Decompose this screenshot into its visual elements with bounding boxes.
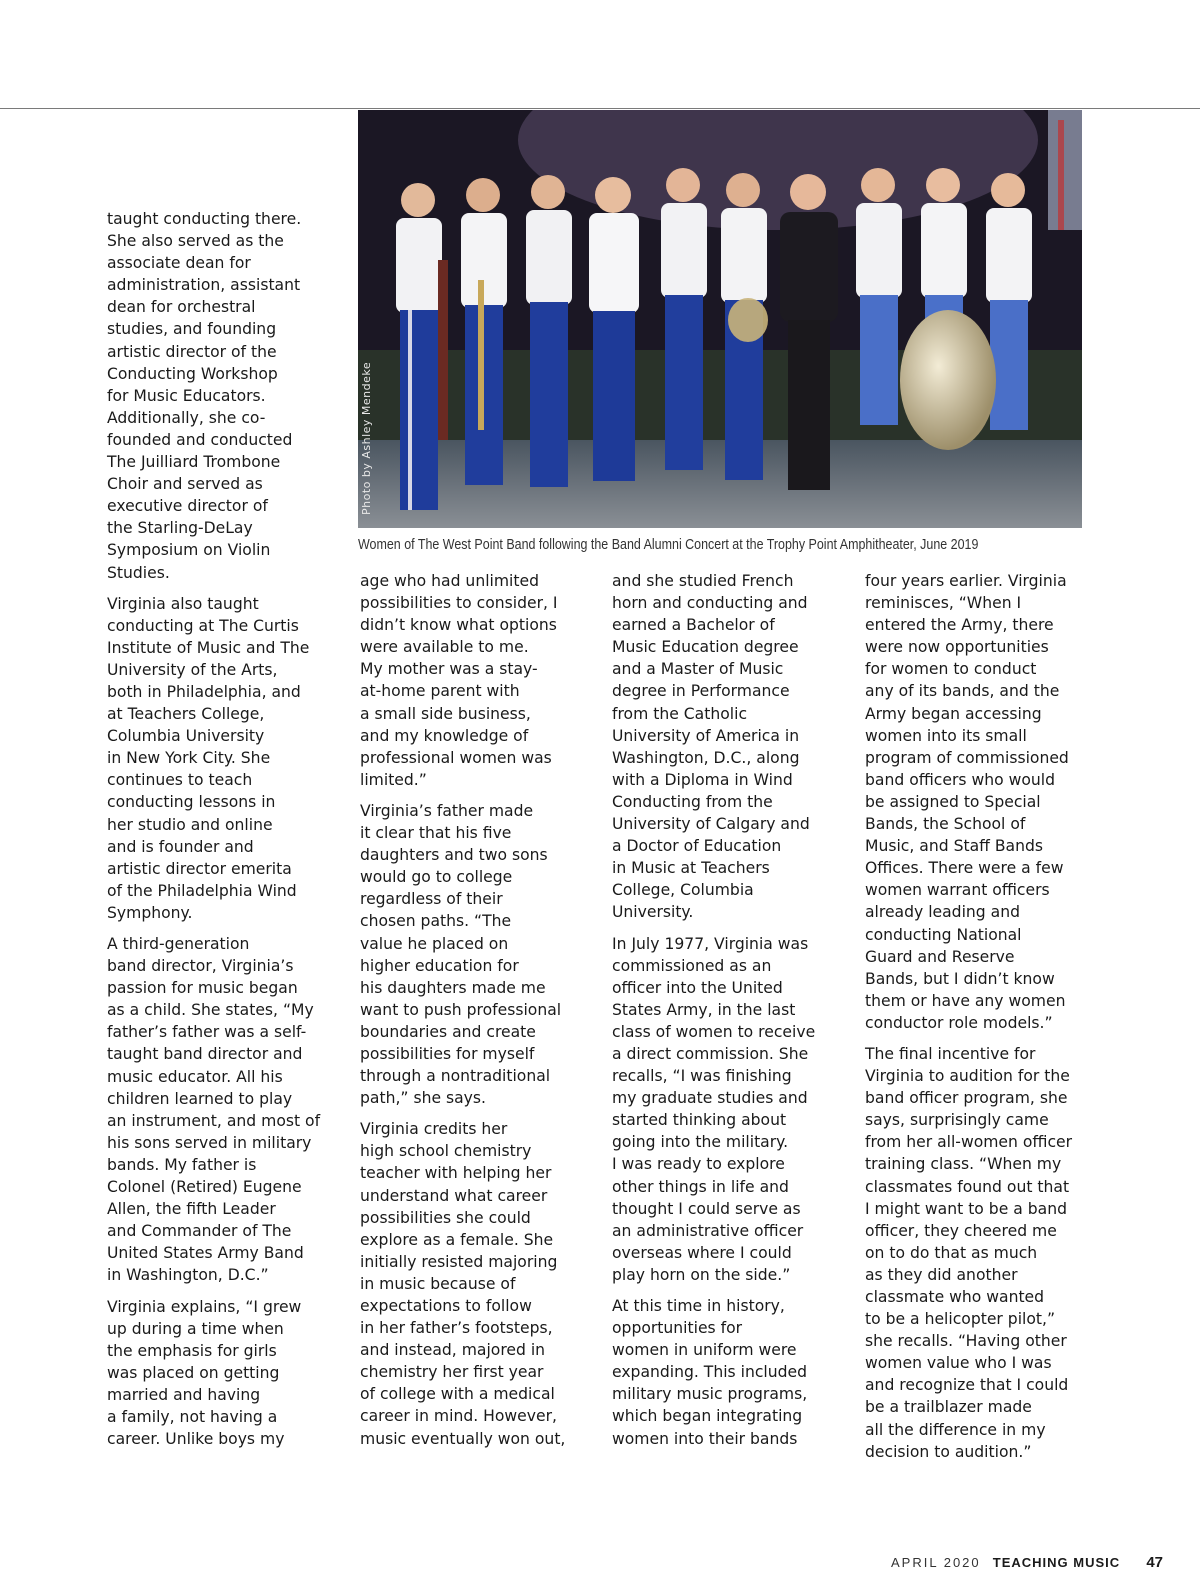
issue-date: APRIL 2020 [891, 1555, 981, 1570]
header-rule [0, 108, 1200, 109]
text-line: classmates found out that [865, 1177, 1070, 1196]
text-line: both in Philadelphia, and [107, 682, 301, 701]
text-line: daughters and two sons [360, 846, 548, 865]
text-line: her studio and online [107, 815, 273, 834]
text-line: Army began accessing [865, 704, 1042, 723]
text-line: play horn on the side.” [612, 1265, 791, 1284]
text-line: career. Unlike boys my [107, 1430, 285, 1449]
article-paragraph [360, 570, 588, 791]
text-line: conducting at The Curtis [107, 616, 299, 635]
text-line: thought I could serve as [612, 1199, 801, 1218]
article-paragraph [107, 208, 335, 584]
text-line: would go to college [360, 868, 513, 887]
text-line: says, surprisingly came [865, 1111, 1049, 1130]
text-line: regardless of their [360, 890, 503, 909]
text-line: military music programs, [612, 1385, 808, 1404]
text-line: Additionally, she co- [107, 408, 266, 427]
text-line: women value who I was [865, 1354, 1052, 1373]
text-line: and Commander of The [107, 1222, 292, 1241]
text-line: and she studied French [612, 572, 794, 590]
text-line: career in mind. However, [360, 1407, 557, 1426]
text-line: chosen paths. “The [360, 912, 512, 931]
text-line: boundaries and create [360, 1022, 536, 1041]
text-line: understand what career [360, 1186, 548, 1205]
text-line: My mother was a stay- [360, 660, 538, 679]
text-line: with a Diploma in Wind [612, 770, 793, 789]
text-line: Conducting Workshop [107, 364, 278, 383]
text-line: women into their bands [612, 1429, 798, 1448]
article-paragraph [612, 933, 840, 1287]
text-line: Virginia to audition for the [865, 1067, 1070, 1086]
text-line: already leading and [865, 903, 1020, 922]
text-line: and instead, majored in [360, 1341, 546, 1360]
text-line: at Teachers College, [107, 705, 265, 724]
text-line: Music Education degree [612, 638, 799, 657]
text-line: continues to teach [107, 771, 253, 790]
text-line: were now opportunities [865, 638, 1049, 657]
text-line: I might want to be a band [865, 1199, 1068, 1218]
text-line: States Army, in the last [612, 1000, 796, 1019]
text-line: was placed on getting [107, 1363, 280, 1382]
article-paragraph [107, 593, 335, 924]
text-line: degree in Performance [612, 682, 790, 701]
text-line: as they did another [865, 1265, 1018, 1284]
text-line: of the Philadelphia Wind [107, 881, 297, 900]
text-line: his sons served in military [107, 1133, 312, 1152]
text-line: up during a time when [107, 1319, 284, 1338]
text-line: value he placed on [360, 934, 509, 953]
article-column-3 [612, 570, 840, 1459]
article-paragraph [360, 1118, 588, 1449]
text-line: Conducting from the [612, 792, 773, 811]
text-line: She also served as the [107, 232, 284, 251]
text-line: University of the Arts, [107, 660, 278, 679]
text-line: Allen, the fifth Leader [107, 1200, 276, 1219]
text-line: Choir and served as [107, 475, 263, 494]
text-line: Virginia’s father made [360, 801, 534, 820]
text-line: artistic director of the [107, 342, 277, 361]
text-line: class of women to receive [612, 1022, 816, 1041]
text-line: earned a Bachelor of [612, 616, 775, 635]
text-line: reminisces, “When I [865, 594, 1022, 613]
text-line: Virginia credits her [360, 1120, 508, 1139]
text-line: University. [612, 903, 694, 922]
text-line: Columbia University [107, 727, 265, 746]
text-line: initially resisted majoring [360, 1252, 558, 1271]
text-line: in Washington, D.C.” [107, 1266, 269, 1285]
band-photo-illustration [358, 110, 1082, 528]
text-line: classmate who wanted [865, 1288, 1045, 1306]
article-paragraph [107, 933, 335, 1287]
text-line: horn and conducting and [612, 594, 808, 613]
text-line: any of its bands, and the [865, 682, 1060, 701]
text-line: dean for orchestral [107, 298, 256, 317]
article-column-2 [360, 570, 588, 1459]
trombone-illustration [478, 280, 484, 430]
tuba-illustration [900, 310, 996, 450]
text-line: possibilities she could [360, 1208, 531, 1227]
text-line: recalls, “I was finishing [612, 1067, 792, 1086]
text-line: married and having [107, 1385, 261, 1404]
text-line: my graduate studies and [612, 1089, 808, 1108]
text-line: from her all-women officer [865, 1133, 1073, 1152]
text-line: Symposium on Violin [107, 541, 271, 560]
text-line: father’s father was a self- [107, 1023, 307, 1042]
text-line: on to do that as much [865, 1243, 1038, 1262]
text-line: women warrant officers [865, 881, 1050, 900]
text-line: started thinking about [612, 1111, 787, 1130]
text-line: Bands, but I didn’t know [865, 969, 1055, 988]
text-line: were available to me. [360, 638, 529, 657]
text-line: associate dean for [107, 254, 251, 273]
text-line: At this time in history, [612, 1297, 785, 1315]
photo-caption: Women of The West Point Band following the Band Alumni Concert at the Trophy Point Amphitheater, June 2019 [358, 537, 979, 553]
article-paragraph [612, 570, 840, 924]
text-line: College, Columbia [612, 881, 754, 900]
text-line: founded and conducted [107, 430, 293, 449]
text-line: an administrative officer [612, 1221, 804, 1240]
text-line: from the Catholic [612, 704, 748, 723]
text-line: taught band director and [107, 1045, 303, 1064]
text-line: a direct commission. She [612, 1044, 809, 1063]
text-line: children learned to play [107, 1089, 293, 1108]
text-line: taught conducting there. [107, 210, 302, 228]
text-line: going into the military. [612, 1133, 789, 1152]
text-line: Institute of Music and The [107, 638, 310, 657]
text-line: women into its small [865, 726, 1027, 745]
text-line: a small side business, [360, 704, 531, 723]
text-line: opportunities for [612, 1319, 743, 1338]
text-line: decision to audition.” [865, 1442, 1032, 1461]
text-line: be a trailblazer made [865, 1398, 1032, 1417]
text-line: band director, Virginia’s [107, 957, 294, 976]
text-line: University of America in [612, 726, 800, 745]
text-line: program of commissioned [865, 748, 1069, 767]
text-line: chemistry her first year [360, 1363, 544, 1382]
text-line: expanding. This included [612, 1363, 808, 1382]
text-line: didn’t know what options [360, 616, 557, 635]
text-line: The Juilliard Trombone [107, 453, 281, 472]
text-line: The final incentive for [865, 1044, 1036, 1063]
text-line: I was ready to explore [612, 1155, 785, 1174]
text-line: an instrument, and most of [107, 1111, 321, 1130]
text-line: through a nontraditional [360, 1067, 551, 1086]
text-line: high school chemistry [360, 1142, 532, 1161]
text-line: teacher with helping her [360, 1164, 552, 1183]
text-line: higher education for [360, 956, 519, 975]
text-line: and recognize that I could [865, 1376, 1069, 1395]
text-line: other things in life and [612, 1177, 789, 1196]
article-paragraph [865, 570, 1093, 1034]
text-line: four years earlier. Virginia [865, 572, 1067, 590]
article-paragraph [107, 1296, 335, 1451]
text-line: be assigned to Special [865, 792, 1041, 811]
text-line: which began integrating [612, 1407, 803, 1426]
text-line: In July 1977, Virginia was [612, 934, 809, 953]
text-line: passion for music began [107, 979, 298, 998]
text-line: executive director of [107, 497, 268, 516]
text-line: training class. “When my [865, 1155, 1062, 1174]
text-line: artistic director emerita [107, 859, 292, 878]
text-line: the emphasis for girls [107, 1341, 277, 1360]
text-line: in her father’s footsteps, [360, 1319, 553, 1338]
text-line: Offices. There were a few [865, 859, 1064, 878]
text-line: at-home parent with [360, 682, 520, 701]
text-line: for Music Educators. [107, 386, 266, 405]
band-photo [358, 110, 1082, 528]
text-line: Virginia explains, “I grew [107, 1297, 302, 1316]
text-line: explore as a female. She [360, 1230, 554, 1249]
text-line: possibilities to consider, I [360, 594, 558, 613]
text-line: Music, and Staff Bands [865, 837, 1044, 856]
text-line: conducting lessons in [107, 793, 276, 812]
article-column-4 [865, 570, 1093, 1472]
text-line: bands. My father is [107, 1155, 257, 1174]
text-line: it clear that his five [360, 824, 512, 843]
text-line: all the difference in my [865, 1420, 1046, 1439]
text-line: as a child. She states, “My [107, 1001, 314, 1020]
text-line: and is founder and [107, 837, 254, 856]
text-line: A third-generation [107, 935, 250, 953]
text-line: Studies. [107, 563, 170, 582]
magazine-title: TEACHING MUSIC [992, 1555, 1121, 1570]
article-column-1 [107, 208, 335, 1459]
text-line: Colonel (Retired) Eugene [107, 1178, 302, 1197]
text-line: she recalls. “Having other [865, 1332, 1067, 1351]
text-line: music eventually won out, [360, 1429, 566, 1448]
text-line: Guard and Reserve [865, 947, 1015, 966]
text-line: music educator. All his [107, 1067, 283, 1086]
text-line: Symphony. [107, 903, 193, 922]
text-line: the Starling-DeLay [107, 519, 253, 538]
text-line: professional women was [360, 748, 552, 767]
text-line: band officers who would [865, 770, 1056, 789]
text-line: a Doctor of Education [612, 837, 782, 856]
text-line: women in uniform were [612, 1341, 797, 1360]
text-line: University of Calgary and [612, 815, 810, 834]
text-line: age who had unlimited [360, 572, 539, 590]
text-line: United States Army Band [107, 1244, 304, 1263]
text-line: want to push professional [360, 1000, 562, 1019]
text-line: Virginia also taught [107, 594, 259, 613]
text-line: in New York City. She [107, 749, 271, 768]
text-line: studies, and founding [107, 320, 277, 339]
page-footer [891, 1554, 1163, 1571]
photo-credit: Photo by Ashley Mendeke [360, 361, 373, 515]
text-line: overseas where I could [612, 1243, 792, 1262]
text-line: in Music at Teachers [612, 859, 770, 878]
article-paragraph [360, 800, 588, 1109]
text-line: a family, not having a [107, 1407, 278, 1426]
text-line: expectations to follow [360, 1297, 532, 1315]
text-line: officer, they cheered me [865, 1221, 1057, 1240]
text-line: possibilities for myself [360, 1044, 535, 1063]
text-line: path,” she says. [360, 1089, 486, 1108]
text-line: conductor role models.” [865, 1013, 1053, 1032]
text-line: limited.” [360, 770, 427, 789]
text-line: commissioned as an [612, 956, 772, 975]
text-line: to be a helicopter pilot,” [865, 1310, 1056, 1329]
page-number: 47 [1146, 1554, 1163, 1571]
text-line: officer into the United [612, 978, 783, 997]
text-line: conducting National [865, 925, 1022, 944]
text-line: them or have any women [865, 991, 1066, 1010]
text-line: his daughters made me [360, 978, 546, 997]
text-line: and my knowledge of [360, 726, 529, 745]
horn-illustration [728, 298, 768, 342]
text-line: entered the Army, there [865, 616, 1054, 635]
article-paragraph [865, 1043, 1093, 1463]
text-line: Bands, the School of [865, 815, 1026, 834]
text-line: and a Master of Music [612, 660, 784, 679]
text-line: administration, assistant [107, 276, 301, 295]
text-line: of college with a medical [360, 1385, 555, 1404]
article-paragraph [612, 1295, 840, 1450]
bassoon-illustration [438, 260, 448, 440]
text-line: for women to conduct [865, 660, 1037, 679]
text-line: Washington, D.C., along [612, 748, 800, 767]
text-line: in music because of [360, 1274, 516, 1293]
text-line: band officer program, she [865, 1089, 1068, 1108]
